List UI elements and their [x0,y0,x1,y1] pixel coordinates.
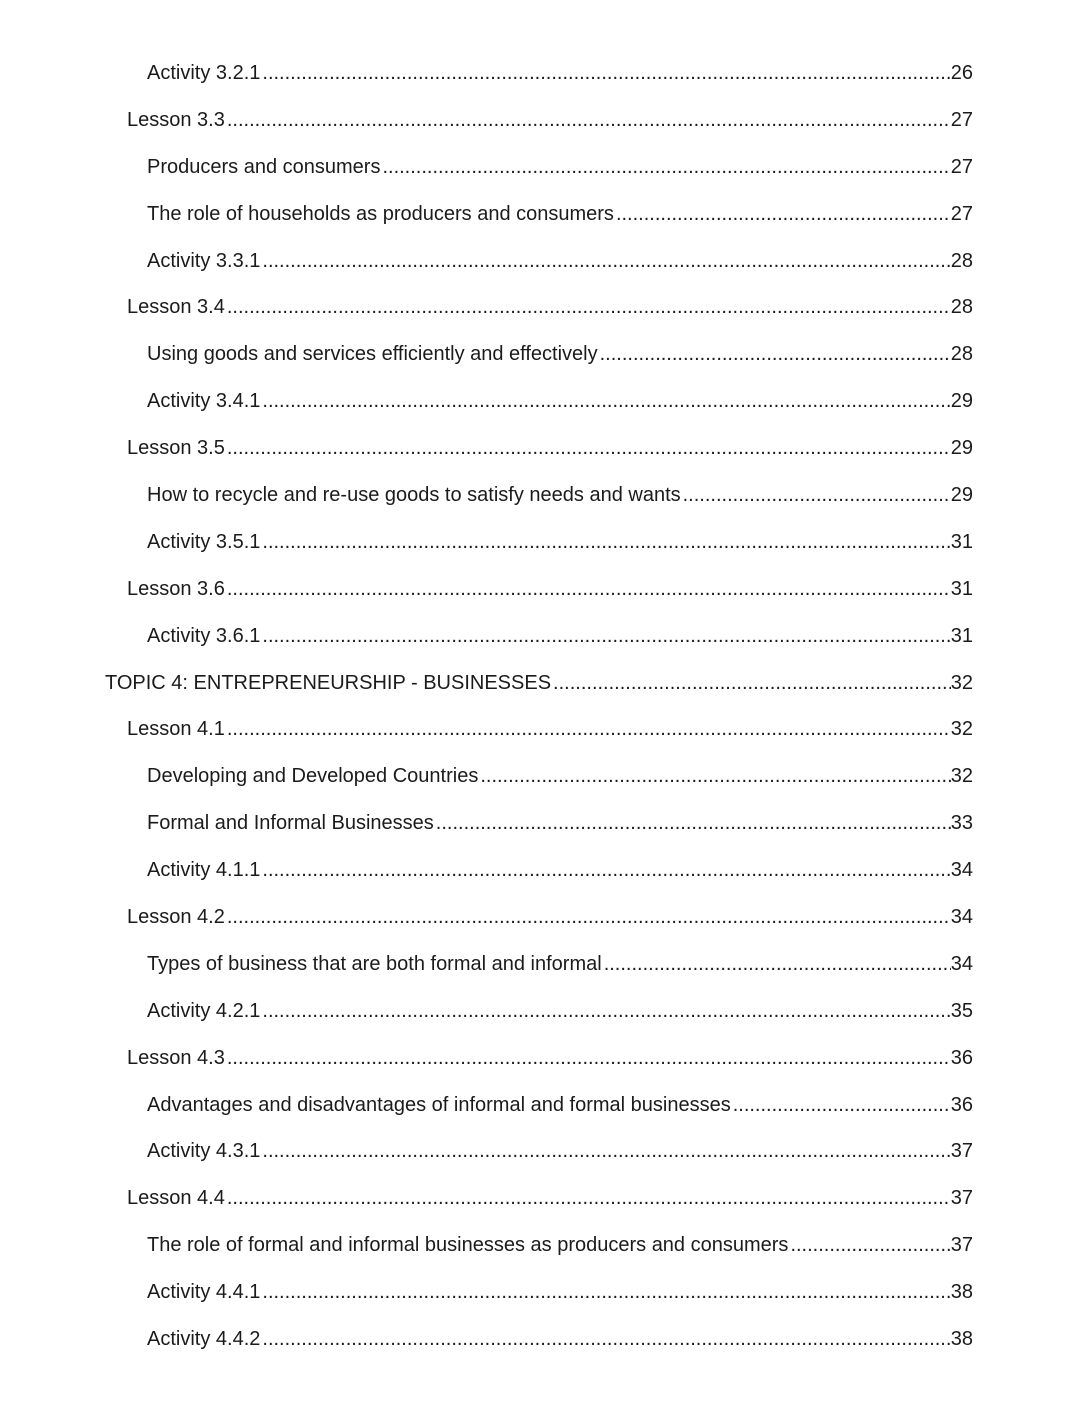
dot-leader [227,97,951,144]
toc-entry-label: Producers and consumers [147,155,381,178]
toc-row [105,847,973,894]
dot-leader [227,706,951,753]
toc-entry-page: 27 [950,202,973,225]
toc-row [105,191,973,238]
dot-leader [262,1128,950,1175]
toc-entry-page: 32 [950,671,973,694]
dot-leader [262,50,950,97]
dot-leader [436,800,951,847]
toc-row [105,472,973,519]
dot-leader [262,238,950,285]
dot-leader [382,144,950,191]
toc-entry-page: 34 [950,906,973,929]
toc-entry-label: How to recycle and re-use goods to satisfy needs and wants [147,484,681,507]
toc-entry-page: 32 [950,765,973,788]
toc-row [105,284,973,331]
toc-entry-label: Activity 4.3.1 [147,1140,261,1163]
toc-entry-page: 28 [950,296,973,319]
toc-row [105,519,973,566]
toc-entry-page: 31 [950,624,973,647]
toc-entry-page: 37 [950,1187,973,1210]
toc-entry-page: 34 [950,859,973,882]
toc-entry-label: Developing and Developed Countries [147,765,479,788]
toc-entry-label: Activity 3.2.1 [147,62,261,84]
toc-row [105,706,973,753]
toc-row [105,894,973,941]
toc-entry-label: Activity 4.4.2 [147,1328,261,1351]
dot-leader [227,1035,951,1082]
dot-leader [227,284,951,331]
toc-entry-page: 28 [950,249,973,272]
toc-entry-page: 29 [950,484,973,507]
dot-leader [262,519,950,566]
dot-leader [262,847,950,894]
dot-leader [262,1269,950,1316]
dot-leader [227,566,951,613]
toc-entry-label: Lesson 4.3 [127,1046,225,1069]
dot-leader [262,988,950,1035]
toc-entry-page: 32 [950,718,973,741]
toc-row [105,1222,973,1269]
toc-entry-label: The role of formal and informal businesses as producers and consumers [147,1234,789,1257]
toc-row [105,660,973,707]
toc-entry-page: 27 [950,155,973,178]
toc-list [105,50,973,1363]
toc-entry-label: Activity 4.4.1 [147,1281,261,1304]
toc-entry-label: Activity 4.2.1 [147,999,261,1022]
toc-entry-page: 31 [950,577,973,600]
toc-entry-label: Lesson 3.4 [127,296,225,319]
toc-entry-page: 31 [950,530,973,553]
toc-entry-label: The role of households as producers and consumers [147,202,614,225]
toc-row [105,941,973,988]
toc-entry-label: Lesson 3.5 [127,437,225,460]
toc-entry-page: 37 [950,1234,973,1257]
toc-entry-page: 28 [950,343,973,366]
toc-entry-page: 26 [950,62,973,84]
dot-leader [553,660,951,707]
toc-row [105,800,973,847]
dot-leader [227,894,951,941]
dot-leader [616,191,951,238]
toc-row [105,1082,973,1129]
dot-leader [262,613,950,660]
toc-row [105,613,973,660]
toc-entry-label: Advantages and disadvantages of informal and formal businesses [147,1093,731,1116]
toc-entry-label: Formal and Informal Businesses [147,812,434,835]
toc-entry-label: Activity 3.6.1 [147,624,261,647]
toc-row [105,988,973,1035]
toc-entry-label: Lesson 3.6 [127,577,225,600]
dot-leader [683,472,951,519]
toc-entry-page: 38 [950,1281,973,1304]
toc-row [105,238,973,285]
toc-row [105,50,973,97]
toc-row [105,97,973,144]
toc-entry-label: TOPIC 4: ENTREPRENEURSHIP - BUSINESSES [105,671,552,694]
toc-row [105,144,973,191]
toc-entry-label: Lesson 4.1 [127,718,225,741]
toc-entry-label: Lesson 4.2 [127,906,225,929]
toc-entry-page: 29 [950,437,973,460]
toc-entry-page: 27 [950,108,973,131]
dot-leader [262,378,950,425]
toc-entry-label: Types of business that are both formal and informal [147,952,602,975]
toc-entry-page: 37 [950,1140,973,1163]
toc-row [105,331,973,378]
toc-row [105,378,973,425]
toc-row [105,1269,973,1316]
dot-leader [604,941,951,988]
toc-entry-page: 29 [950,390,973,413]
toc-row [105,1316,973,1363]
toc-entry-page: 36 [950,1093,973,1116]
toc-row [105,566,973,613]
toc-row [105,425,973,472]
toc-entry-page: 36 [950,1046,973,1069]
toc-row [105,753,973,800]
toc-entry-label: Activity 4.1.1 [147,859,261,882]
toc-entry-label: Lesson 3.3 [127,108,225,131]
toc-entry-page: 33 [950,812,973,835]
dot-leader [262,1316,950,1363]
dot-leader [733,1082,951,1129]
dot-leader [600,331,951,378]
toc-entry-page: 34 [950,952,973,975]
dot-leader [480,753,950,800]
toc-entry-label: Activity 3.4.1 [147,390,261,413]
toc-entry-label: Using goods and services efficiently and effectively [147,343,598,366]
dot-leader [790,1222,950,1269]
dot-leader [227,1175,951,1222]
toc-entry-page: 38 [950,1328,973,1351]
toc-entry-label: Activity 3.5.1 [147,530,261,553]
dot-leader [227,425,951,472]
toc-entry-page: 35 [950,999,973,1022]
toc-row [105,1175,973,1222]
toc-row [105,1128,973,1175]
toc-entry-label: Activity 3.3.1 [147,249,261,272]
toc-row [105,1035,973,1082]
toc-entry-label: Lesson 4.4 [127,1187,225,1210]
